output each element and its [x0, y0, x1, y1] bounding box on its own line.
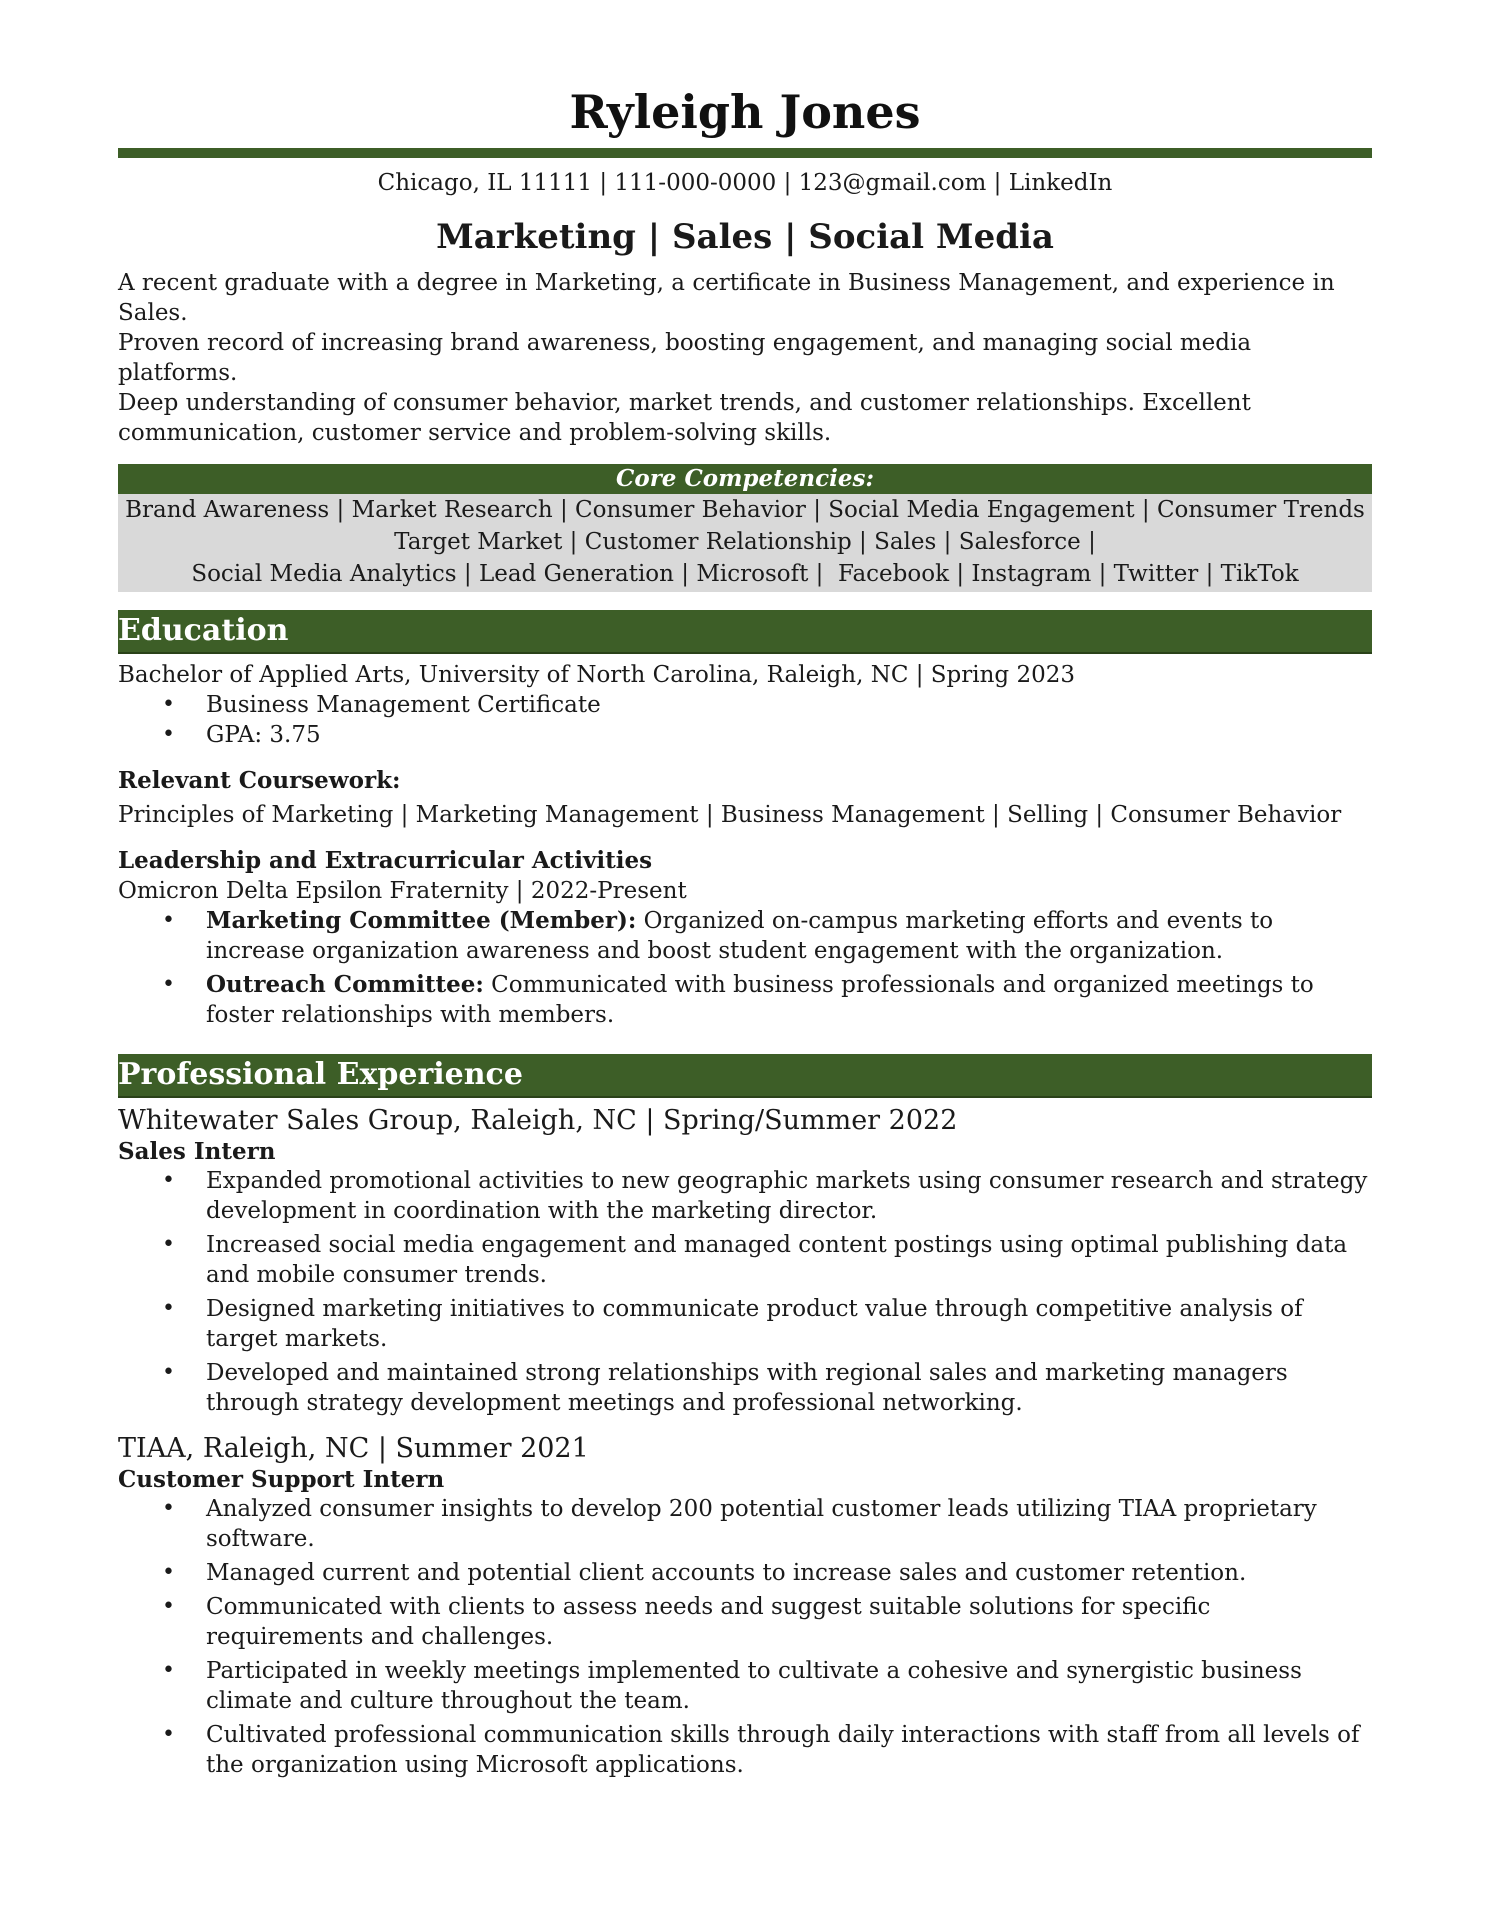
- headline: Marketing | Sales | Social Media: [436, 217, 1054, 257]
- list-item: • Business Management Certificate: [118, 690, 1372, 720]
- activity-text: Organized on-campus marketing efforts and events to increase organization awareness and boost student engagement with the organization.: [206, 908, 1274, 964]
- coursework-line: Principles of Marketing | Marketing Management | Business Management | Selling | Consumer Behavior: [118, 802, 1342, 828]
- list-item: • Developed and maintained strong relationships with regional sales and marketing managers through strategy development meetings and professional networking.: [118, 1358, 1372, 1418]
- activities-heading: Leadership and Extracurricular Activities: [118, 847, 653, 874]
- activity-label: Outreach Committee:: [206, 971, 484, 998]
- list-item: • Designed marketing initiatives to communicate product value through competitive analysis of target markets.: [118, 1294, 1372, 1354]
- job-role: Sales Intern: [118, 1138, 276, 1165]
- competencies-line: Brand Awareness | Market Research | Consumer Behavior | Social Media Engagement | Consumer Trends: [125, 497, 1365, 523]
- job-bullets: [118, 1166, 1372, 1418]
- competencies-line: Target Market | Customer Relationship | Sales | Salesforce |: [394, 529, 1096, 555]
- activities-org: Omicron Delta Epsilon Fraternity | 2022-Present: [118, 878, 687, 904]
- activity-text: Communicated with business professionals and organized meetings to foster relationships with members.: [206, 972, 1314, 1028]
- employer-line: TIAA, Raleigh, NC | Summer 2021: [118, 1433, 589, 1464]
- education-heading: Education: [118, 610, 1372, 654]
- header-rule: [118, 148, 1372, 158]
- competencies-line: Social Media Analytics | Lead Generation | Microsoft | Facebook | Instagram | Twitter | TikTok: [191, 561, 1299, 587]
- competencies-title: Core Competencies:: [118, 464, 1372, 494]
- activity-label: Marketing Committee (Member):: [206, 907, 637, 934]
- summary: [118, 268, 1372, 448]
- resume-content: [118, 82, 1372, 1784]
- job-bullets: [118, 1494, 1372, 1780]
- degree-line: Bachelor of Applied Arts, University of North Carolina, Raleigh, NC | Spring 2023: [118, 662, 1076, 688]
- summary-line: communication, customer service and problem-solving skills.: [118, 420, 832, 446]
- summary-line: A recent graduate with a degree in Marketing, a certificate in Business Management, and experience in Sales.: [118, 270, 1335, 326]
- list-item: • Managed current and potential client accounts to increase sales and customer retention.: [118, 1558, 1372, 1588]
- candidate-name: Ryleigh Jones: [569, 85, 921, 139]
- summary-line: Proven record of increasing brand awareness, boosting engagement, and managing social media platforms.: [118, 330, 1252, 386]
- list-item: • Analyzed consumer insights to develop 200 potential customer leads utilizing TIAA proprietary software.: [118, 1494, 1372, 1554]
- competencies-box: [118, 494, 1372, 592]
- list-item: • Communicated with clients to assess needs and suggest suitable solutions for specific requirements and challenges.: [118, 1592, 1372, 1652]
- list-item: • Participated in weekly meetings implemented to cultivate a cohesive and synergistic business climate and culture throughout the team.: [118, 1656, 1372, 1716]
- experience-heading: Professional Experience: [118, 1054, 1372, 1098]
- coursework-heading: Relevant Coursework:: [118, 767, 401, 794]
- list-item: [118, 906, 1372, 966]
- education-bullets: [118, 690, 1372, 750]
- activities-list: [118, 906, 1372, 1030]
- list-item: [118, 970, 1372, 1030]
- list-item: • Increased social media engagement and managed content postings using optimal publishing data and mobile consumer trends.: [118, 1230, 1372, 1290]
- job-entry: [118, 1104, 1372, 1418]
- list-item: • Cultivated professional communication skills through daily interactions with staff from all levels of the organization using Microsoft applications.: [118, 1720, 1372, 1780]
- list-item: • GPA: 3.75: [118, 720, 1372, 750]
- job-entry: [118, 1432, 1372, 1780]
- employer-line: Whitewater Sales Group, Raleigh, NC | Spring/Summer 2022: [118, 1105, 958, 1136]
- summary-line: Deep understanding of consumer behavior, market trends, and customer relationships. Excellent: [118, 390, 1251, 416]
- list-item: • Expanded promotional activities to new geographic markets using consumer research and strategy development in coordination with the marketing director.: [118, 1166, 1372, 1226]
- job-role: Customer Support Intern: [118, 1466, 445, 1493]
- contact-line: Chicago, IL 11111 | 111-000-0000 | 123@gmail.com | LinkedIn: [377, 170, 1113, 196]
